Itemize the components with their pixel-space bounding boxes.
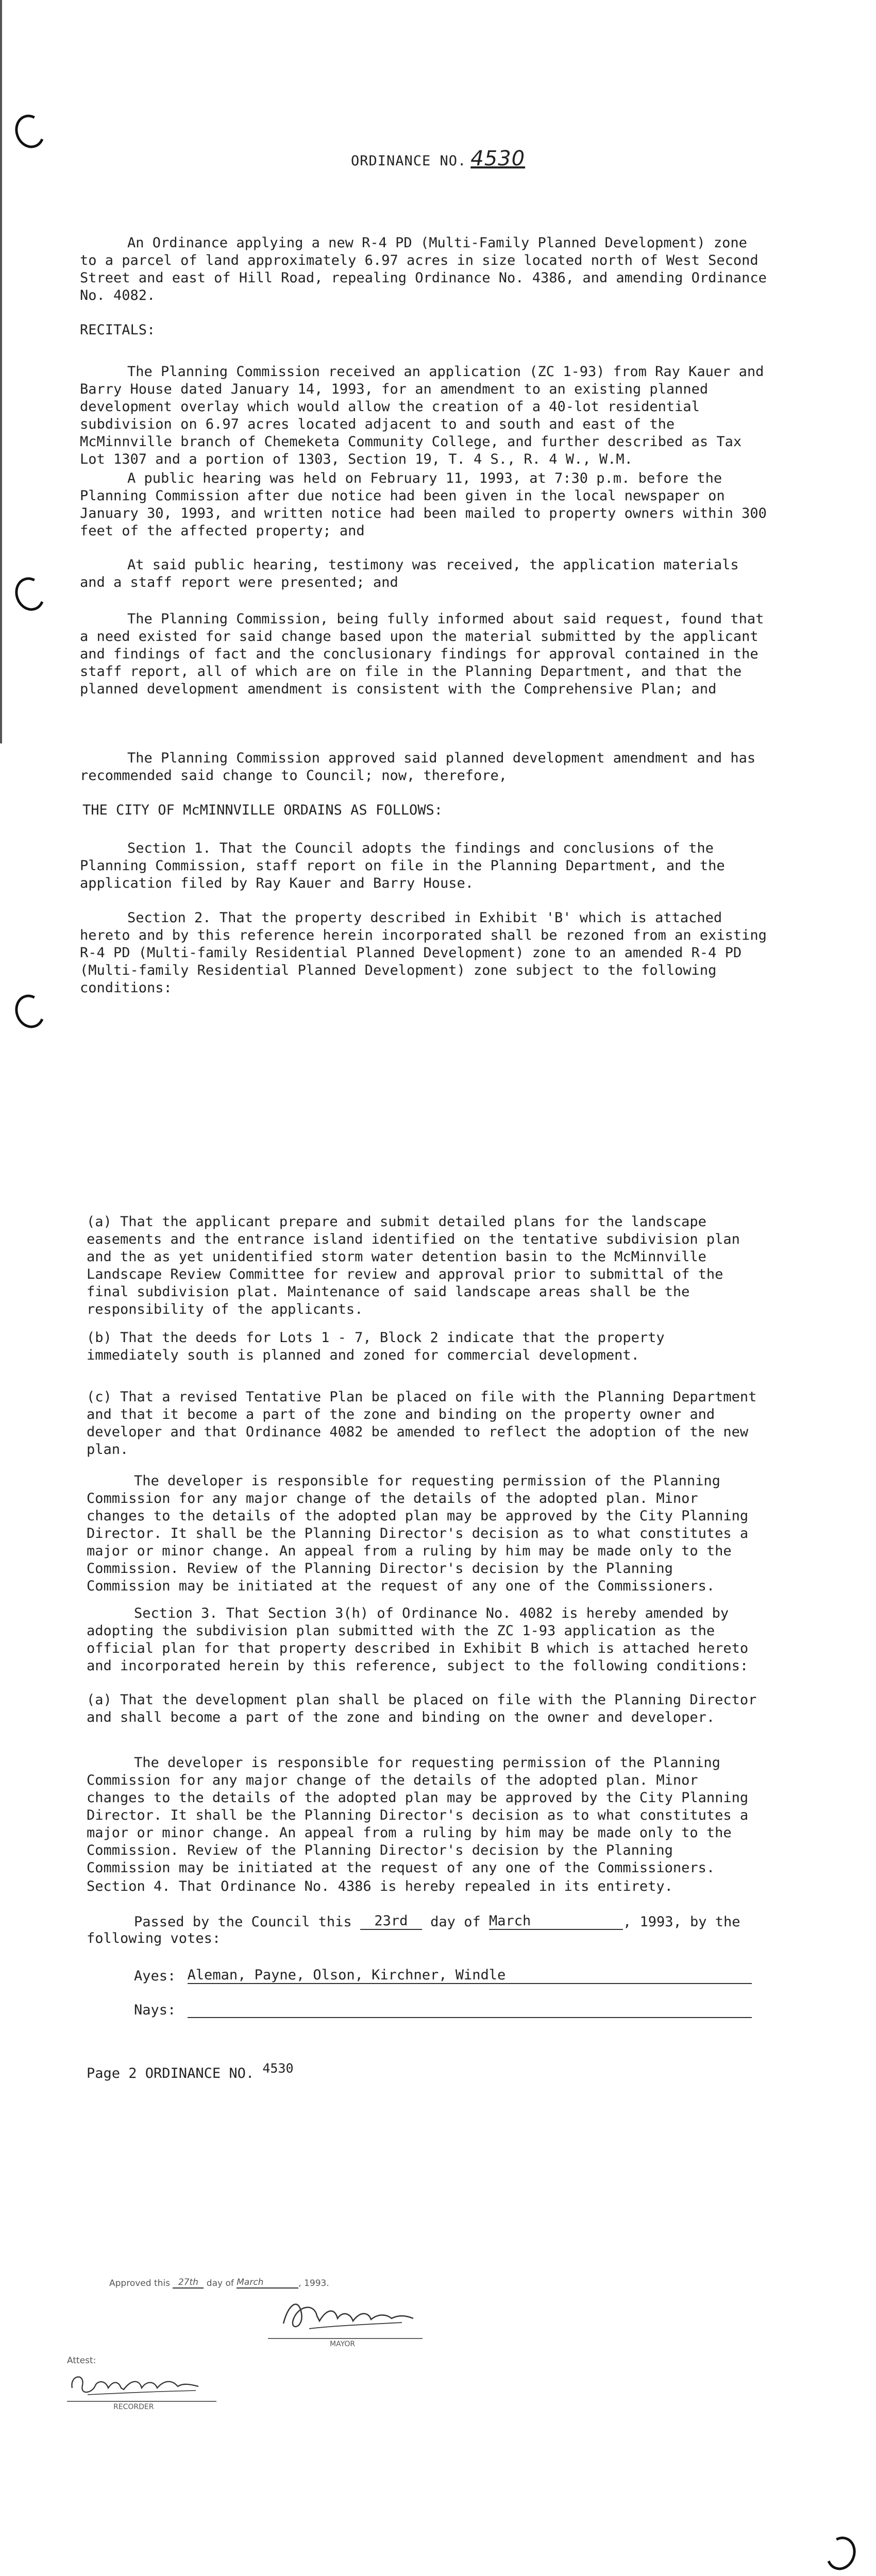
recital-3: At said public hearing, testimony was received, the application materials and a staff report were presented; and	[80, 557, 739, 590]
recorder-signature	[67, 2365, 211, 2401]
approved-line: Approved this 27th day of March , 1993.	[109, 2277, 329, 2289]
mayor-signature	[278, 2293, 423, 2339]
ordinance-title: ORDINANCE NO. 4530	[350, 147, 526, 171]
approved-day: 27th	[173, 2277, 204, 2289]
passed-day: 23rd	[360, 1913, 422, 1930]
ordains-heading: THE CITY OF McMINNVILLE ORDAINS AS FOLLOWS:	[82, 802, 443, 818]
following-votes: following votes:	[87, 1930, 221, 1946]
developer-paragraph-2: The developer is responsible for requesting permission of the Planning Commission for any major change of the details of the adopted plan. Minor changes to the details of the adopted plan may be approved by the City Planning Director. It shall be the Planning Director's decision as to what constitutes a major or minor change. An appeal from a ruling by him may be made only to the Commission. Review of the Planning Director's decision by the Planning Commission may be initiated at the request of any one of the Commissioners.	[87, 1755, 749, 1876]
section-3: Section 3. That Section 3(h) of Ordinance No. 4082 is hereby amended by adopting the subdivision plan submitted with the ZC 1-93 application as the official plan for that property described in Exhibit B which is attached hereto and incorporated herein by this reference, subject to the following conditions:	[87, 1605, 749, 1674]
condition-b: (b) That the deeds for Lots 1 - 7, Block 2 indicate that the property immediately south is planned and zoned for commercial development.	[87, 1330, 665, 1363]
approved-month: March	[237, 2277, 298, 2289]
ayes-value: Aleman, Payne, Olson, Kirchner, Windle	[188, 1967, 752, 1984]
nays-value	[188, 2002, 752, 2018]
mayor-signature-line	[268, 2338, 423, 2339]
recital-4: The Planning Commission, being fully informed about said request, found that a need existed for said change based upon the material submitted by the applicant and findings of fact and the conclusionary findings for approval contained in the staff report, all of which are on file in the Planning Department, and that the planned development amendment is consistent with the Comprehensive Plan; and	[80, 611, 764, 697]
section-1: Section 1. That the Council adopts the findings and conclusions of the Planning Commission, staff report on file in the Planning Department, and the application filed by Ray Kauer and Barry House.	[80, 840, 725, 891]
punch-hole	[10, 110, 49, 152]
section-3-condition-a: (a) That the development plan shall be placed on file with the Planning Director and shall become a part of the zone and binding on the owner and developer.	[87, 1692, 757, 1725]
recital-1: The Planning Commission received an application (ZC 1-93) from Ray Kauer and Barry House dated January 14, 1993, for an amendment to an existing planned development overlay which would allow the creation of a 40-lot residential subdivision on 6.97 acres located adjacent to and south and east of the McMinnville branch of Chemeketa Community College, and further described as Tax Lot 1307 and a portion of 1303, Section 19, T. 4 S., R. 4 W., W.M.	[80, 364, 764, 467]
recital-5: The Planning Commission approved said planned development amendment and has recommended said change to Council; now, therefore,	[80, 750, 756, 784]
page-2-footer: Page 2 ORDINANCE NO. 4530	[87, 2061, 294, 2081]
punch-hole	[10, 573, 49, 615]
intro-paragraph: An Ordinance applying a new R-4 PD (Multi-Family Planned Development) zone to a parcel of land approximately 6.97 acres in size located north of West Second Street and east of Hill Road, repealing Ordinance No. 4386, and amending Ordinance No. 4082.	[80, 235, 767, 303]
condition-c: (c) That a revised Tentative Plan be placed on file with the Planning Department and that it become a part of the zone and binding on the property owner and developer and that Ordinance 4082 be amended to reflect the adoption of the new plan.	[87, 1389, 757, 1458]
recorder-signature-line	[67, 2401, 216, 2402]
recorder-label: RECORDER	[113, 2403, 154, 2411]
ordinance-number: 4530	[470, 147, 526, 171]
attest-label: Attest:	[67, 2355, 96, 2366]
ayes-row: Ayes: Aleman, Payne, Olson, Kirchner, Windle	[134, 1967, 752, 1984]
recital-2: A public hearing was held on February 11, 1993, at 7:30 p.m. before the Planning Commission after due notice had been given in the local newspaper on January 30, 1993, and written notice had been mailed to property owners within 300 feet of the affected property; and	[80, 470, 767, 539]
footer-ordinance-number: 4530	[262, 2061, 294, 2076]
nays-row: Nays:	[134, 2002, 752, 2018]
mayor-label: MAYOR	[330, 2340, 356, 2348]
section-4: Section 4. That Ordinance No. 4386 is hereby repealed in its entirety.	[87, 1878, 673, 1894]
passed-month: March	[489, 1913, 623, 1930]
passed-line: Passed by the Council this 23rd day of March , 1993, by the	[134, 1913, 740, 1930]
punch-hole	[821, 2532, 860, 2574]
section-2: Section 2. That the property described in Exhibit 'B' which is attached hereto and by this reference herein incorporated shall be rezoned from an existing R-4 PD (Multi-family Residential Planned Development) zone to an amended R-4 PD (Multi-family Residential Planned Development) zone subject to the following conditions:	[80, 910, 767, 996]
recitals-heading: RECITALS:	[80, 322, 156, 338]
punch-hole	[10, 990, 49, 1032]
developer-paragraph-1: The developer is responsible for requesting permission of the Planning Commission for any major change of the details of the adopted plan. Minor changes to the details of the adopted plan may be approved by the City Planning Director. It shall be the Planning Director's decision as to what constitutes a major or minor change. An appeal from a ruling by him may be made only to the Commission. Review of the Planning Director's decision by the Planning Commission may be initiated at the request of any one of the Commissioners.	[87, 1473, 749, 1594]
condition-a: (a) That the applicant prepare and submit detailed plans for the landscape easements and the entrance island identified on the tentative subdivision plan and the as yet unidentified storm water detention basin to the McMinnville Landscape Review Committee for review and approval prior to submittal of the final subdivision plat. Maintenance of said landscape areas shall be the responsibility of the applicants.	[87, 1214, 740, 1317]
